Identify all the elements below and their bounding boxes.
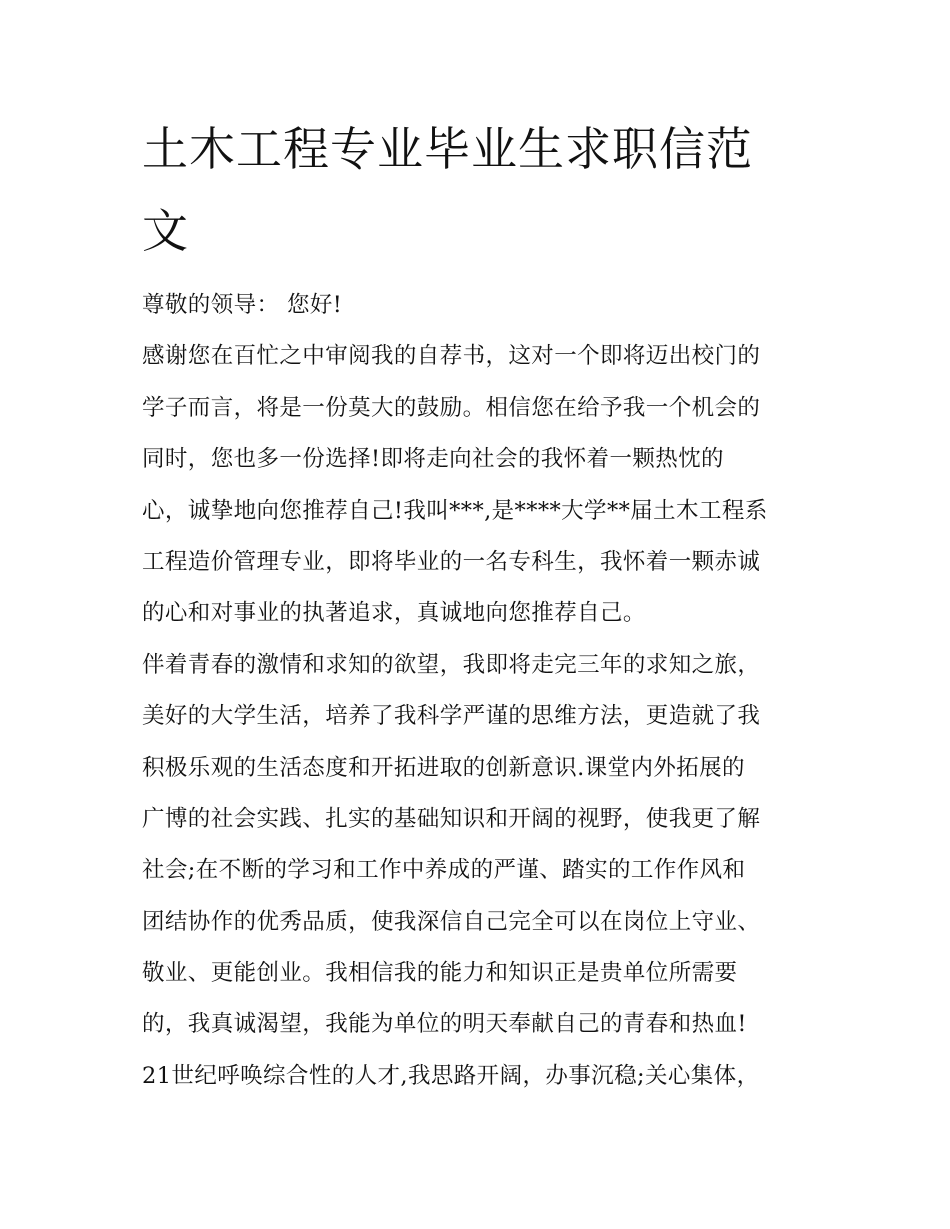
title-line: 文 — [142, 204, 189, 258]
body-text-line: 伴着青春的激情和求知的欲望，我即将走完三年的求知之旅， — [142, 651, 761, 678]
body-text-line: 工程造价管理专业，即将毕业的一名专科生，我怀着一颗赤诚 — [142, 548, 761, 575]
body-text-line: 社会;在不断的学习和工作中养成的严谨、踏实的工作作风和 — [142, 857, 746, 884]
body-text-line: 的心和对事业的执著追求，真诚地向您推荐自己。 — [142, 600, 646, 627]
body-text-line: 广博的社会实践、扎实的基础知识和开阔的视野，使我更了解 — [142, 805, 761, 832]
body-text-line: 同时，您也多一份选择!即将走向社会的我怀着一颗热忱的 — [142, 446, 724, 473]
body-text-line: 的，我真诚渴望，我能为单位的明天奉献自己的青春和热血! — [142, 1011, 747, 1038]
title-line: 土木工程专业毕业生求职信范 — [142, 122, 753, 176]
greeting-line: 尊敬的领导： 您好! — [142, 292, 343, 318]
body-text-line: 美好的大学生活，培养了我科学严谨的思维方法，更造就了我 — [142, 703, 761, 730]
body-text-line: 21世纪呼唤综合性的人才,我思路开阔，办事沉稳;关心集体， — [142, 1062, 760, 1089]
body-text-line: 心，诚挚地向您推荐自己!我叫***,是****大学**届土木工程系 — [142, 497, 768, 524]
body-text-line: 学子而言，将是一份莫大的鼓励。相信您在给予我一个机会的 — [142, 394, 761, 421]
body-text-line: 感谢您在百忙之中审阅我的自荐书，这对一个即将迈出校门的 — [142, 343, 761, 370]
body-text-line: 团结协作的优秀品质，使我深信自己完全可以在岗位上守业、 — [142, 908, 761, 935]
body-text-line: 积极乐观的生活态度和开拓进取的创新意识.课堂内外拓展的 — [142, 754, 745, 781]
body-text-line: 敬业、更能创业。我相信我的能力和知识正是贵单位所需要 — [142, 960, 738, 987]
document-title — [142, 108, 822, 272]
letter-body — [142, 280, 822, 1102]
